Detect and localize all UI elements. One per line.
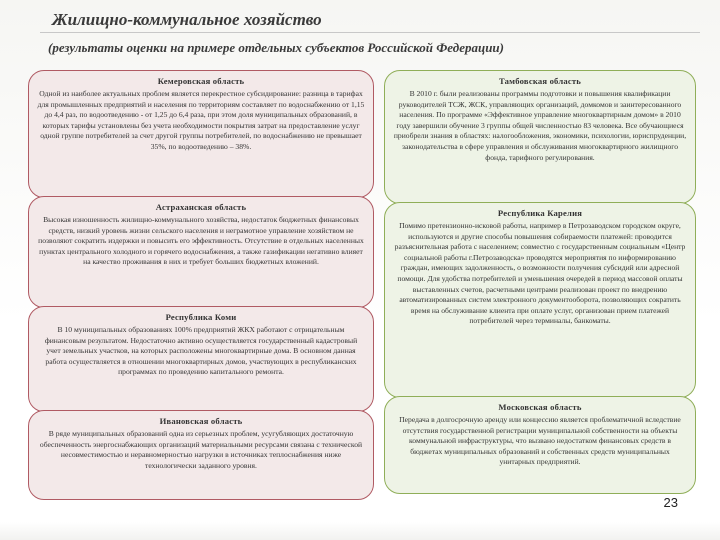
card-text: В 10 муниципальных образованиях 100% предприятий ЖКХ работают с отрицательным финансовым результатом. Недостаточно активно осуществляется государственный кадастровый учет земельных участков, на которых расположены многоквартирные дома. В основном данная работа осуществляется в отношении многоквартирных домов, участвующих в республиканских программах по проведению капитального ремонта. <box>44 325 358 377</box>
card-ivanovo <box>28 410 374 500</box>
card-region-title: Ивановская область <box>159 416 243 426</box>
card-region-title: Республика Коми <box>165 312 237 322</box>
card-text: В ряде муниципальных образований одна из серьезных проблем, усугубляющих достаточную обеспеченность энергоснабжающих организаций материальными ресурсами связана с технической несовместимостью и неравномерностью нагрузки в источниках теплоснабжения ниже технологически заданного уровня. <box>39 429 363 470</box>
card-text: Одной из наиболее актуальных проблем является перекрестное субсидирование: разница в тарифах для промышленных предприятий и населения по территориям составляет по водоснабжению от 1,15 до 4,4 раз, по водоотведению - от 1,25 до 6,4 раза, при этом доля муниципальных образований, в которых тарифы установлены без учета необходимости покрытия затрат на предоставление услуг одной группе потребителей за счет другой группы потребителей, по водоснабжению не превышает 35%, по водоотведению – 38%. <box>37 89 365 151</box>
bottom-shade <box>0 522 720 540</box>
title-divider <box>40 32 700 33</box>
card-karelia <box>384 202 696 398</box>
card-region-title: Астраханская область <box>155 202 247 212</box>
card-text: В 2010 г. были реализованы программы подготовки и повышения квалификации руководителей ТСЖ, ЖСК, управляющих организаций, домкомов и заинтересованного населения. По программе «Эффективное управление многоквартирным домом» в 2010 году завершили обучение 3 группы общей численностью 83 человека. Все обучающиеся приобрели знания в областях: налогообложения, экономики, психологии, юриспруденции, законодательства в сфере управления и обслуживания многоквартирного жилищного фонда, тарифного регулирования. <box>393 89 687 162</box>
card-komi <box>28 306 374 412</box>
card-region-title: Республика Карелия <box>497 208 583 218</box>
card-kemerovo <box>28 70 374 198</box>
card-region-title: Московская область <box>498 402 582 412</box>
slide-title: Жилищно-коммунальное хозяйство <box>52 10 322 29</box>
card-moscow-region <box>384 396 696 494</box>
card-tambov <box>384 70 696 204</box>
card-region-title: Кемеровская область <box>157 76 245 86</box>
slide-subtitle: (результаты оценки на примере отдельных субъектов Российской Федерации) <box>48 40 504 55</box>
card-text: Передача в долгосрочную аренду или концессию является проблематичной вследствие отсутствия государственной регистрации муниципальной собственности на объекты коммунальной инфраструктуры, что вызвано недостатком финансовых средств в бюджетах муниципальных образований и собственных средств муниципальных унитарных предприятий. <box>399 415 681 467</box>
card-text: Высокая изношенность жилищно-коммунального хозяйства, недостаток бюджетных финансовых средств, низкий уровень жизни сельского населения и неграмотное управление хозяйством не позволяют сократить издержки и повысить его эффективность. Отсутствие в отдельных населенных пунктах центрального холодного и горячего водоснабжения, а также газификации негативно влияет на качество проживания в них и требует больших бюджетных вложений. <box>38 215 364 267</box>
card-text: Помимо претензионно-исковой работы, например в Петрозаводском городском округе, используются и другие способы повышения собираемости платежей: проводится разъяснительная работа с населением; совместно с государственным социальным «Центр социальной работы г.Петрозаводска» проводятся мероприятия по информированию граждан, имеющих задолженность, о возможности получения субсидий или адресной помощи. Для удобства потребителей и уменьшения очередей в период массовой оплаты выставленных счетов, расчетными центрами реализован проект по внедрению автоматизированных систем электронного документооборота, позволяющих сократить время на обслуживание клиента при оплате услуг, организован прием платежей потребителей через терминалы, банкоматы. <box>394 221 686 326</box>
page-number: 23 <box>663 495 678 510</box>
card-region-title: Тамбовская область <box>498 76 582 86</box>
card-astrakhan <box>28 196 374 308</box>
